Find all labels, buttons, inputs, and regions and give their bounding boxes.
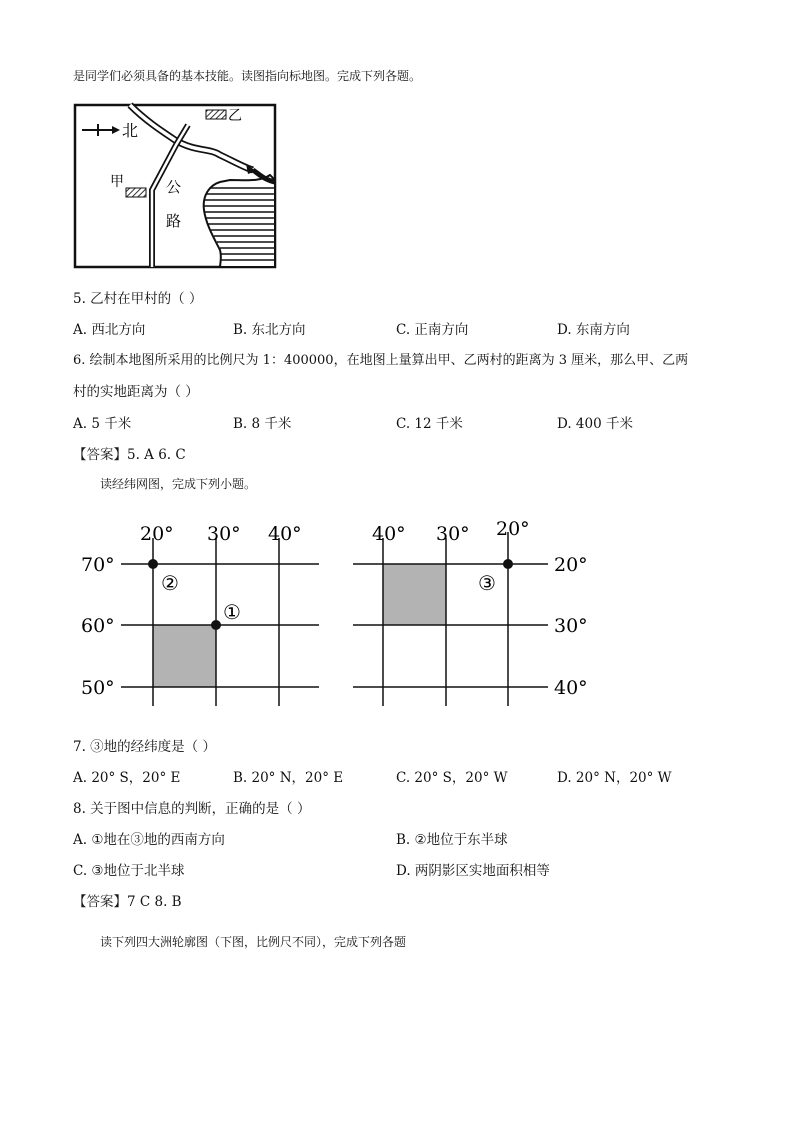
- q5-stem: 5. 乙村在甲村的（ ）: [73, 291, 203, 307]
- answer-1: [73, 443, 186, 463]
- point-1-label: ①: [223, 600, 241, 624]
- q7-option-b: B. 20° N，20° E: [233, 770, 344, 786]
- grid2-top-label-40: 40°: [372, 523, 406, 545]
- grid1-top-label-30: 30°: [207, 523, 241, 545]
- grid2-right-label-40: 40°: [554, 677, 588, 699]
- point-1-marker: [211, 620, 221, 630]
- q6-option-d: D. 400 千米: [557, 416, 633, 432]
- q6-option-a: A. 5 千米: [73, 416, 132, 432]
- grid1-top-label-40: 40°: [268, 523, 302, 545]
- direction-map: [70, 100, 290, 272]
- north-label: 北: [122, 121, 139, 140]
- grid2-top-label-30: 30°: [436, 523, 470, 545]
- q8-stem: 8. 关于图中信息的判断，正确的是（ ）: [73, 801, 311, 817]
- grid2-right-label-30: 30°: [554, 615, 588, 637]
- shaded-area-1: [153, 625, 216, 687]
- answer-text: 7 C 8. B: [127, 894, 182, 910]
- grid1-left-label-50: 50°: [81, 677, 115, 699]
- q8-option-c: C. ③地位于北半球: [73, 863, 185, 879]
- road-char-1: 公: [166, 178, 182, 196]
- q6-stem-line1: 6. 绘制本地图所采用的比例尺为 1：400000，在地图上量算出甲、乙两村的距离为 3 厘米，那么甲、乙两: [73, 353, 689, 368]
- answer-text: 5. A 6. C: [127, 447, 186, 463]
- q7-option-a: A. 20° S，20° E: [73, 770, 181, 786]
- point-2-marker: [148, 559, 158, 569]
- answer-label: 【答案】: [73, 447, 127, 463]
- road-char-2: 路: [166, 212, 182, 230]
- answer-label: 【答案】: [73, 894, 127, 910]
- point-2-label: ②: [161, 571, 179, 595]
- lat-lon-grid-1: [76, 518, 326, 708]
- village-jia-label: 甲: [110, 174, 124, 190]
- intro-2-text: 读经纬网图，完成下列小题。: [100, 477, 257, 491]
- answer-2: [73, 890, 182, 910]
- village-yi-label: 乙: [228, 108, 242, 124]
- lat-lon-grid-2: [350, 518, 610, 708]
- point-3-marker: [503, 559, 513, 569]
- intro-text: 是同学们必须具备的基本技能。读图指向标地图。完成下列各题。: [73, 69, 422, 83]
- grid1-left-label-60: 60°: [81, 615, 115, 637]
- point-3-label: ③: [478, 571, 496, 595]
- q5-option-b: B. 东北方向: [233, 322, 306, 338]
- q5-option-d: D. 东南方向: [557, 322, 630, 338]
- grid2-right-label-20: 20°: [554, 554, 588, 576]
- q8-option-d: D. 两阴影区实地面积相等: [396, 863, 550, 879]
- q6-option-b: B. 8 千米: [233, 416, 292, 432]
- q6-stem-line2: 村的实地距离为（ ）: [73, 384, 199, 400]
- village-yi-marker: [206, 110, 226, 119]
- intro-3-text: 读下列四大洲轮廓图（下图，比例尺不同），完成下列各题: [100, 935, 407, 949]
- shaded-area-2: [383, 564, 446, 625]
- q8-option-b: B. ②地位于东半球: [396, 832, 508, 848]
- q8-option-a: A. ①地在③地的西南方向: [73, 832, 225, 848]
- grid2-top-label-20: 20°: [496, 518, 530, 540]
- grid1-top-label-20: 20°: [140, 523, 174, 545]
- q7-option-c: C. 20° S，20° W: [396, 770, 508, 786]
- village-jia-marker: [126, 188, 146, 197]
- q5-option-c: C. 正南方向: [396, 322, 469, 338]
- q6-option-c: C. 12 千米: [396, 416, 463, 432]
- q7-option-d: D. 20° N，20° W: [557, 770, 672, 786]
- q5-option-a: A. 西北方向: [73, 322, 146, 338]
- grid1-left-label-70: 70°: [81, 554, 115, 576]
- q7-stem: 7. ③地的经纬度是（ ）: [73, 739, 216, 755]
